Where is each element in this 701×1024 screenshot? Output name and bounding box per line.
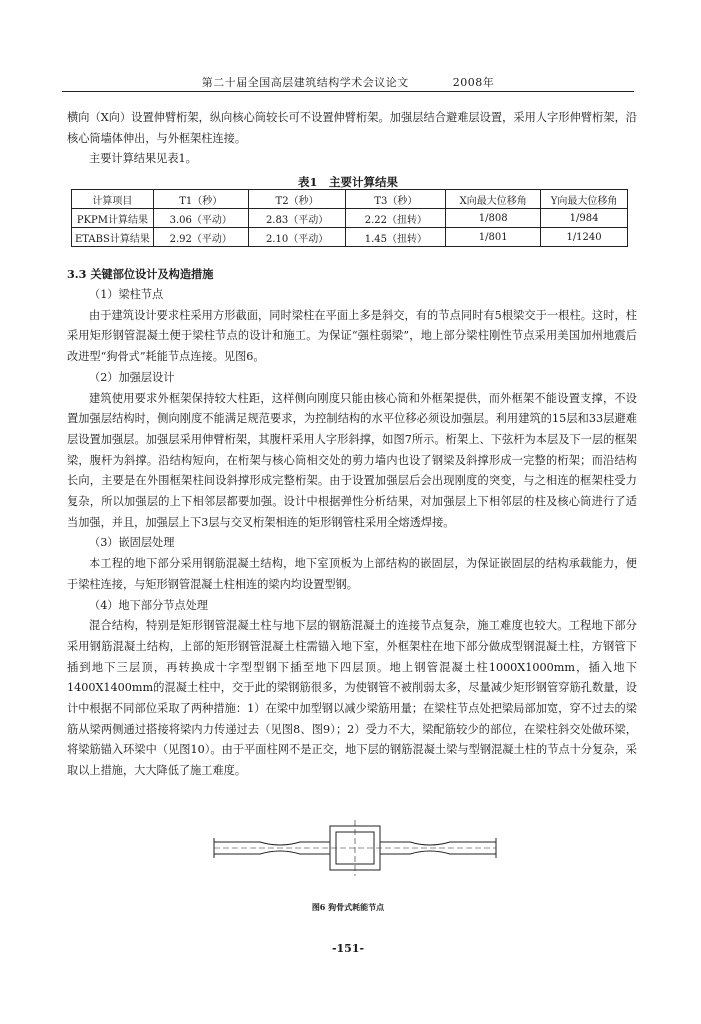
table-cell: 3.06（平动） bbox=[153, 209, 248, 228]
table-cell: 2.83（平动） bbox=[248, 209, 346, 228]
table-header-cell: X向最大位移角 bbox=[446, 190, 541, 209]
table-header-cell: T2（秒） bbox=[248, 190, 346, 209]
table-header-row bbox=[72, 190, 628, 209]
paragraph: 由于建筑设计要求柱采用方形截面，同时梁柱在平面上多是斜交，有的节点同时有5根梁交于一根柱。这时，柱采用矩形钢管混凝土便于梁柱节点的设计和施工。为保证“强柱弱梁”，地上部分梁柱刚性节点采用美国加州地震后改进型“狗骨式”耗能节点连接。见图6。 bbox=[67, 308, 637, 364]
dogbone-joint-figure bbox=[210, 818, 500, 878]
table-cell: 1/808 bbox=[446, 209, 541, 228]
figure-caption: 图6 狗骨式耗能节点 bbox=[311, 902, 385, 912]
table-cell: 1/1240 bbox=[541, 228, 628, 247]
subsection-title: （4）地下部分节点处理 bbox=[89, 598, 208, 612]
intro-block bbox=[67, 108, 637, 170]
paragraph: 建筑使用要求外框架保持较大柱距，这样侧向刚度只能由核心筒和外框架提供，而外框架不能设置支撑，不设置加强层结构时，侧向刚度不能满足规范要求，为控制结构的水平位移必须设加强层。利用建筑的15层和33层避难层设置加强层。加强层采用伸臂桁架，其腹杆采用人字形斜撑，如图7所示。桁架上、下弦杆为本层及下一层的框架梁，腹杆为斜撑。沿结构短向，在桁架与核心筒相交处的剪力墙内也设了钢梁及斜撑形成一完整的桁架；而沿结构长向，主要是在外围框架柱间设斜撑形成完整桁架。由于设置加强层后会出现刚度的突变，与之相连的框架柱受力复杂，所以加强层的上下相邻层都要加强。设计中根据弹性分析结果，对加强层上下相邻层的柱及核心筒进行了适当加强，并且，加强层上下3层与交叉桁架相连的矩形钢管柱采用全熔透焊接。 bbox=[67, 391, 637, 529]
results-table bbox=[71, 189, 628, 247]
page-number: -151- bbox=[331, 942, 365, 955]
intro-reference: 主要计算结果见表1。 bbox=[89, 152, 197, 166]
table-cell: ETABS计算结果 bbox=[72, 228, 154, 247]
table-row bbox=[72, 209, 628, 228]
intro-paragraph: 横向（X向）设置伸臂桁架，纵向核心筒较长可不设置伸臂桁架。加强层结合避难层设置，采用人字形伸臂桁架，沿核心筒墙体伸出，与外框架柱连接。 bbox=[67, 111, 637, 145]
table-cell: 2.92（平动） bbox=[153, 228, 248, 247]
table-header-cell: T3（秒） bbox=[346, 190, 446, 209]
table-cell: 1/984 bbox=[541, 209, 628, 228]
table-cell: PKPM计算结果 bbox=[72, 209, 154, 228]
paragraph: 本工程的地下部分采用钢筋混凝土结构，地下室顶板为上部结构的嵌固层，为保证嵌固层的结构承载能力，便于梁柱连接，与矩形钢管混凝土柱相连的梁内均设置型钢。 bbox=[67, 557, 637, 591]
table-row bbox=[72, 228, 628, 247]
subsection-title: （3）嵌固层处理 bbox=[89, 536, 175, 550]
table-cell: 1/801 bbox=[446, 228, 541, 247]
header-year: 2008年 bbox=[452, 76, 495, 89]
section-body bbox=[67, 285, 637, 782]
table-header-cell: Y向最大位移角 bbox=[541, 190, 628, 209]
section-heading: 3.3 关键部位设计及构造措施 bbox=[67, 267, 214, 281]
subsection-title: （1）梁柱节点 bbox=[89, 288, 164, 301]
subsection-title: （2）加强层设计 bbox=[89, 370, 175, 384]
header-title: 第二十届全国高层建筑结构学术会议论文 bbox=[201, 76, 409, 89]
table-cell: 1.45（扭转） bbox=[346, 228, 446, 247]
header-rule bbox=[62, 91, 634, 92]
table-cell: 2.22（扭转） bbox=[346, 209, 446, 228]
table-header-cell: 计算项目 bbox=[72, 190, 154, 209]
table-title: 表1 主要计算结果 bbox=[297, 175, 398, 189]
paragraph: 混合结构，特别是矩形钢管混凝土柱与地下层的钢筋混凝土的连接节点复杂，施工难度也较大。工程地下部分采用钢筋混凝土结构，上部的矩形钢管混凝土柱需锚入地下室，外框架柱在地下部分做成型钢混凝土柱，方钢管下插到地下三层顶，再转换成十字型型钢下插至地下四层顶。地上钢管混凝土柱1000X1000mm，插入地下1400X1400mm的混凝土柱中，交于此的梁钢筋很多，为使钢管不被削弱太多，尽量减少矩形钢管穿筋孔数量，设计中根据不同部位采取了两种措施：1）在梁中加型钢以减少梁筋用量；在梁柱节点处把梁局部加宽，穿不过去的梁筋从梁两侧通过搭接将梁内力传递过去（见图8、图9）；2）受力不大，梁配筋较少的部位，在梁柱斜交处做环梁，将梁筋锚入环梁中（见图10）。由于平面柱网不是正交，地下层的钢筋混凝土梁与型钢混凝土柱的节点十分复杂，采取以上措施，大大降低了施工难度。 bbox=[67, 619, 637, 778]
running-header bbox=[62, 74, 634, 90]
table-cell: 2.10（平动） bbox=[248, 228, 346, 247]
table-header-cell: T1（秒） bbox=[153, 190, 248, 209]
